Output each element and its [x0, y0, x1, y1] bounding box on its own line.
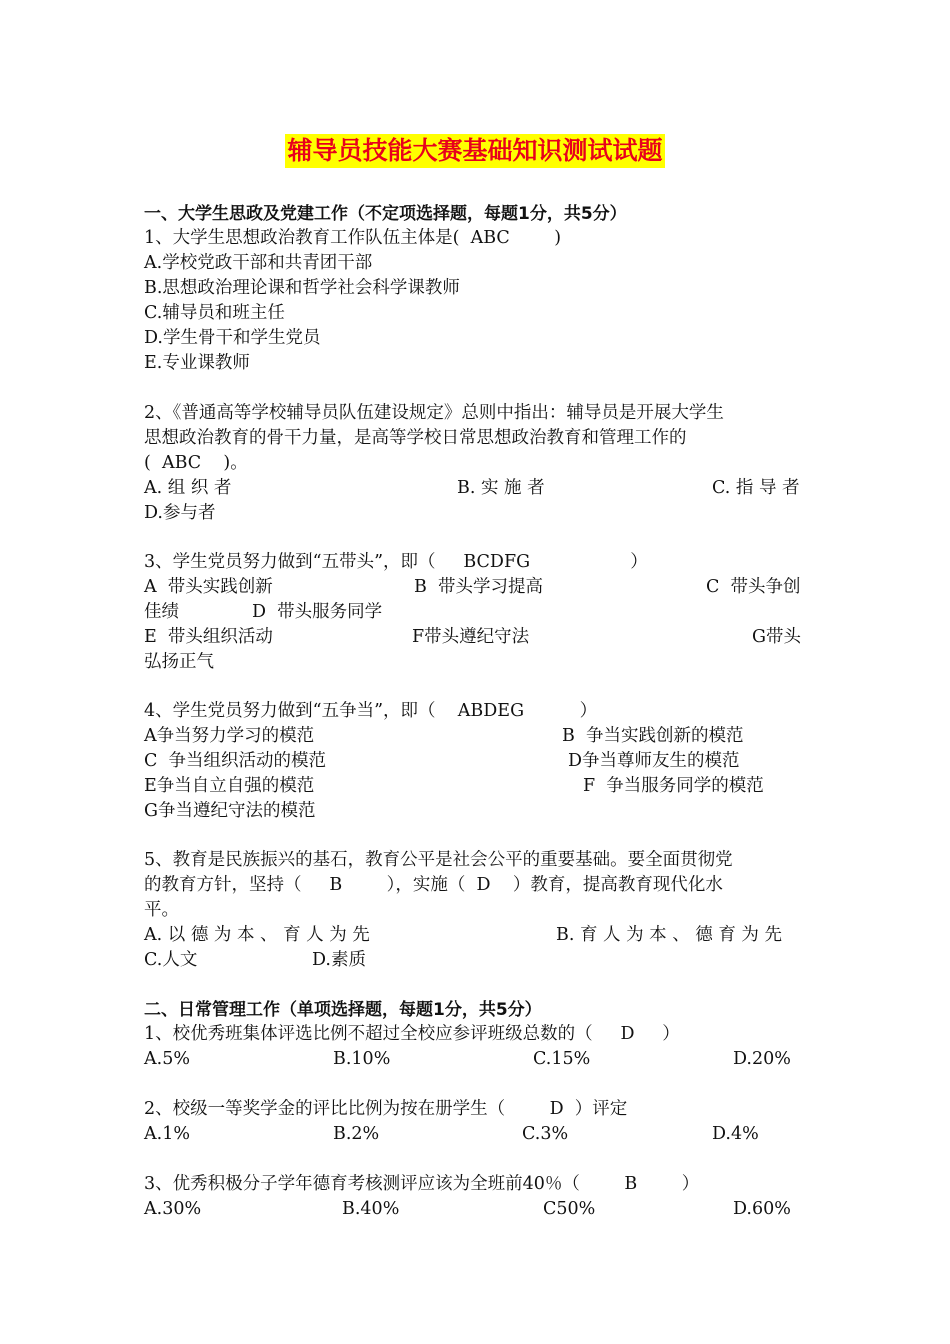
s1-q3-option-d: D 带头服务同学: [252, 602, 383, 622]
s1-q3-option-e: E 带头组织活动: [144, 627, 273, 647]
section2-heading: 二、日常管理工作（单项选择题，每题1分，共5分）: [144, 1000, 542, 1020]
s1-q5-option-d: D.素质: [312, 950, 366, 970]
s2-q1-option-c: C.15%: [533, 1049, 591, 1069]
s1-q4-option-g: G争当遵纪守法的模范: [144, 801, 316, 821]
s1-q1-option-e: E.专业课教师: [144, 353, 250, 373]
s1-q3-option-f: F带头遵纪守法: [412, 627, 530, 647]
s2-q2-option-c: C.3%: [522, 1124, 569, 1144]
s1-q5-option-a: A. 以 德 为 本 、 育 人 为 先: [144, 925, 370, 945]
s1-q1-stem: 1、大学生思想政治教育工作队伍主体是( ABC ): [144, 228, 562, 248]
s1-q3-option-g: G带头: [752, 627, 801, 647]
s1-q2-stem-line3: ( ABC )。: [144, 453, 248, 473]
s2-q1-option-d: D.20%: [733, 1049, 791, 1069]
document-title: [0, 134, 950, 168]
s2-q3-option-d: D.60%: [733, 1199, 791, 1219]
s1-q4-option-d: D争当尊师友生的模范: [568, 751, 740, 771]
s1-q1-option-b: B.思想政治理论课和哲学社会科学课教师: [144, 278, 460, 298]
s1-q2-stem-line1: 2、《普通高等学校辅导员队伍建设规定》总则中指出：辅导员是开展大学生: [144, 403, 724, 423]
title-text: 辅导员技能大赛基础知识测试试题: [285, 134, 664, 168]
s1-q4-option-a: A争当努力学习的模范: [144, 726, 315, 746]
s1-q3-option-c-cont: 佳绩: [144, 602, 179, 622]
s1-q3-option-c: C 带头争创: [706, 577, 801, 597]
s1-q2-option-b: B. 实 施 者: [457, 478, 545, 498]
s1-q3-option-g-cont: 弘扬正气: [144, 652, 214, 672]
s2-q1-option-b: B.10%: [333, 1049, 391, 1069]
s2-q3-option-a: A.30%: [144, 1199, 202, 1219]
s2-q2-option-a: A.1%: [144, 1124, 190, 1144]
s1-q3-stem: 3、学生党员努力做到“五带头”，即（ BCDFG ）: [144, 552, 648, 572]
s1-q4-stem: 4、学生党员努力做到“五争当”，即（ ABDEG ）: [144, 701, 598, 721]
s1-q4-option-f: F 争当服务同学的模范: [583, 776, 764, 796]
s1-q2-option-d: D.参与者: [144, 503, 216, 523]
s1-q5-option-b: B. 育 人 为 本 、 德 育 为 先: [556, 925, 782, 945]
s1-q5-option-c: C.人文: [144, 950, 198, 970]
s2-q1-stem: 1、校优秀班集体评选比例不超过全校应参评班级总数的（ D ）: [144, 1024, 680, 1044]
section1-heading: 一、大学生思政及党建工作（不定项选择题，每题1分，共5分）: [144, 204, 627, 224]
s2-q2-stem: 2、校级一等奖学金的评比比例为按在册学生（ D ）评定: [144, 1099, 628, 1119]
s1-q3-option-a: A 带头实践创新: [144, 577, 273, 597]
s1-q4-option-b: B 争当实践创新的模范: [562, 726, 744, 746]
s1-q5-stem-line3: 平。: [144, 900, 179, 920]
s1-q5-stem-line1: 5、教育是民族振兴的基石，教育公平是社会公平的重要基础。要全面贯彻党: [144, 850, 733, 870]
s2-q2-option-b: B.2%: [333, 1124, 380, 1144]
s2-q3-option-b: B.40%: [342, 1199, 400, 1219]
s1-q1-option-a: A.学校党政干部和共青团干部: [144, 253, 373, 273]
s1-q1-option-c: C.辅导员和班主任: [144, 303, 285, 323]
s1-q4-option-c: C 争当组织活动的模范: [144, 751, 327, 771]
s2-q1-option-a: A.5%: [144, 1049, 190, 1069]
s1-q5-stem-line2: 的教育方针，坚持（ B ），实施（ D ）教育，提高教育现代化水: [144, 875, 723, 895]
s2-q3-option-c: C50%: [543, 1199, 596, 1219]
s2-q3-stem: 3、优秀积极分子学年德育考核测评应该为全班前40％（ B ）: [144, 1174, 700, 1194]
s1-q3-option-b: B 带头学习提高: [414, 577, 543, 597]
s1-q4-option-e: E争当自立自强的模范: [144, 776, 315, 796]
s1-q2-option-c: C. 指 导 者: [712, 478, 800, 498]
s1-q1-option-d: D.学生骨干和学生党员: [144, 328, 321, 348]
s1-q2-option-a: A. 组 织 者: [144, 478, 232, 498]
s2-q2-option-d: D.4%: [712, 1124, 759, 1144]
s1-q2-stem-line2: 思想政治教育的骨干力量，是高等学校日常思想政治教育和管理工作的: [144, 428, 687, 448]
